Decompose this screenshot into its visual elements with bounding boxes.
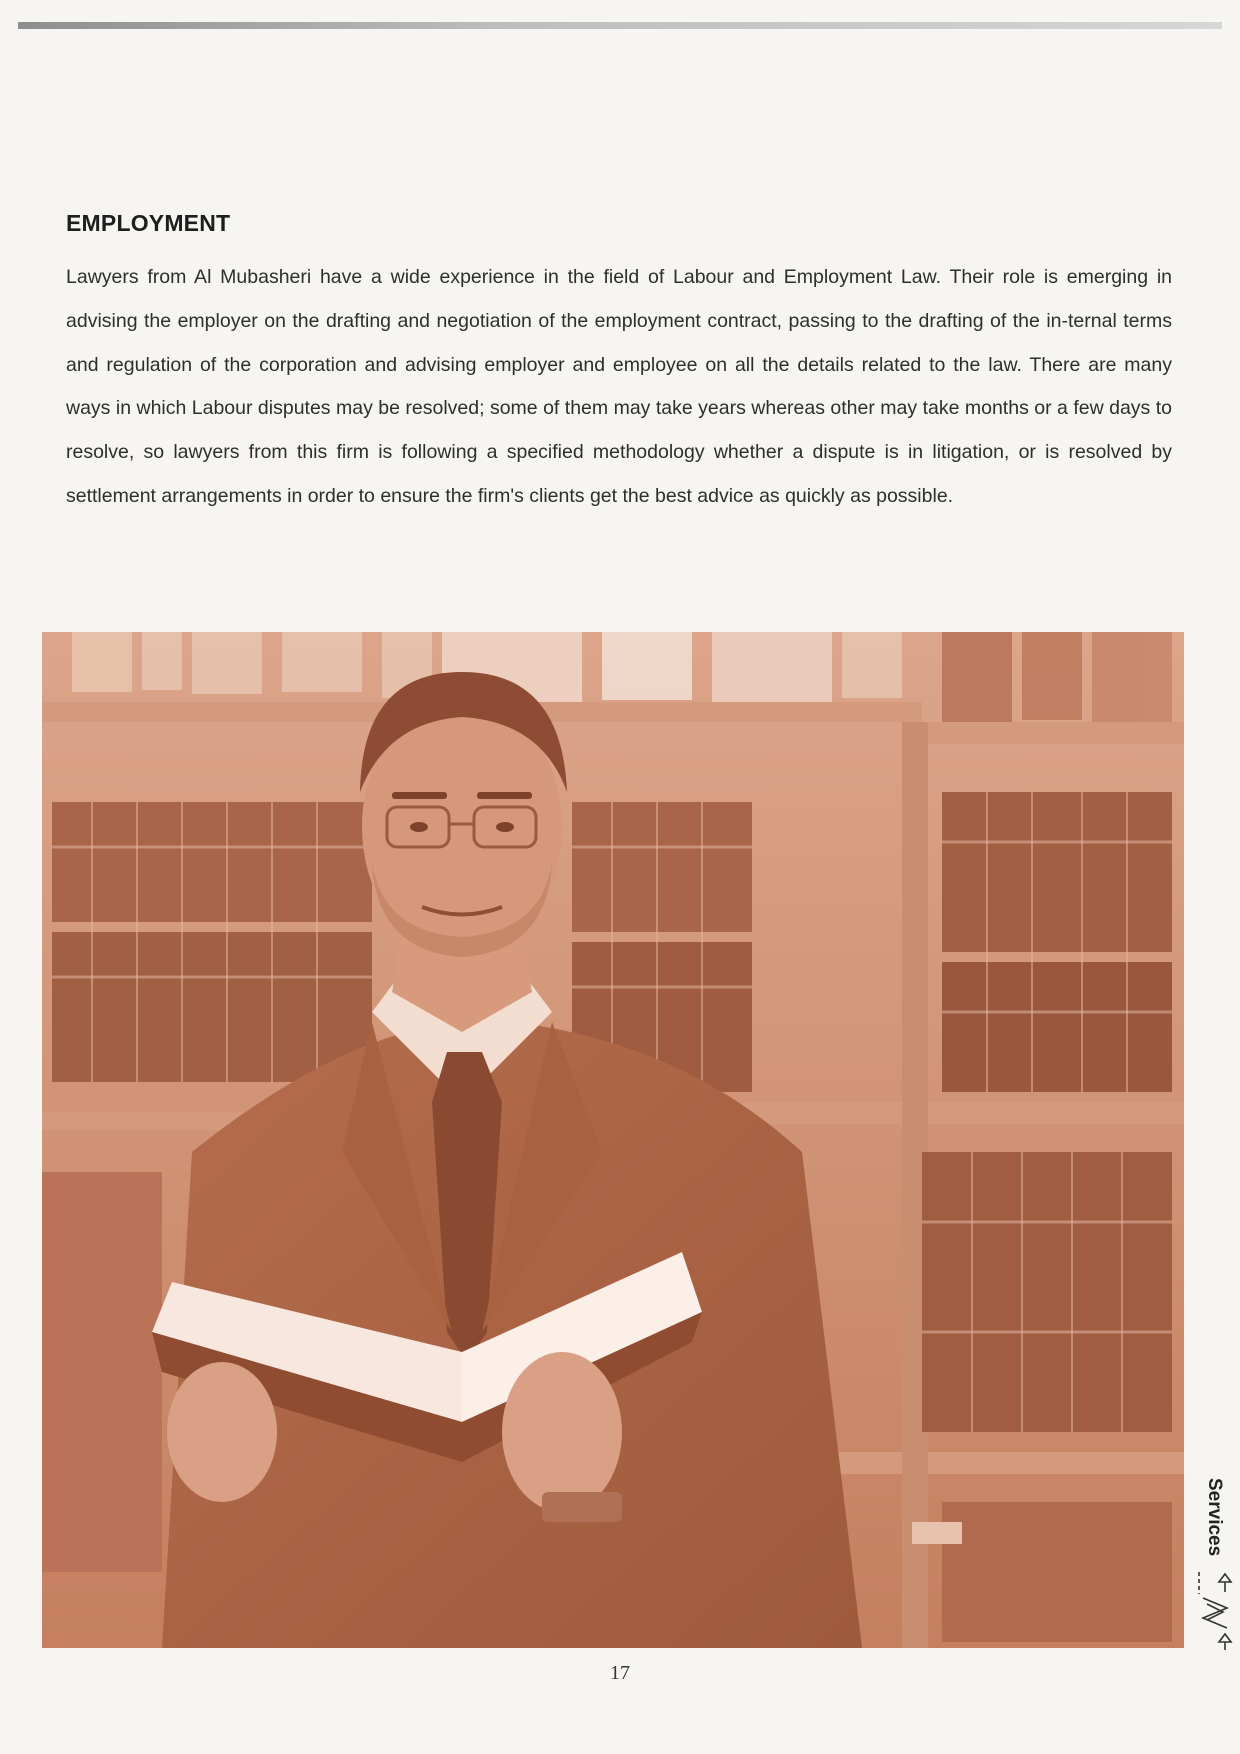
- section-paragraph: Lawyers from Al Mubasheri have a wide experience in the field of Labour and Employment Law. Their role is emerging in advising the employer on the drafting and negotiation of the employment contract, passing to the drafting of the in-ternal terms and regulation of the corporation and advising employer and employee on all the details related to the law. There are many ways in which Labour disputes may be resolved; some of them may take years whereas other may take months or a few days to resolve, so lawyers from this firm is following a specified methodology whether a dispute is in litigation, or is resolved by settlement arrangements in order to ensure the firm's clients get the best advice as quickly as possible.: [66, 266, 1172, 507]
- top-rule: [18, 22, 1222, 29]
- lawyer-photo-illustration: [42, 632, 1184, 1648]
- lawyer-photo: [42, 632, 1184, 1648]
- side-tab-label: Services: [1204, 1478, 1225, 1557]
- page-number: 17: [610, 1662, 630, 1684]
- firm-logo-icon: [1195, 1568, 1235, 1654]
- section-title: EMPLOYMENT: [66, 210, 231, 236]
- side-tab: [1195, 1478, 1235, 1654]
